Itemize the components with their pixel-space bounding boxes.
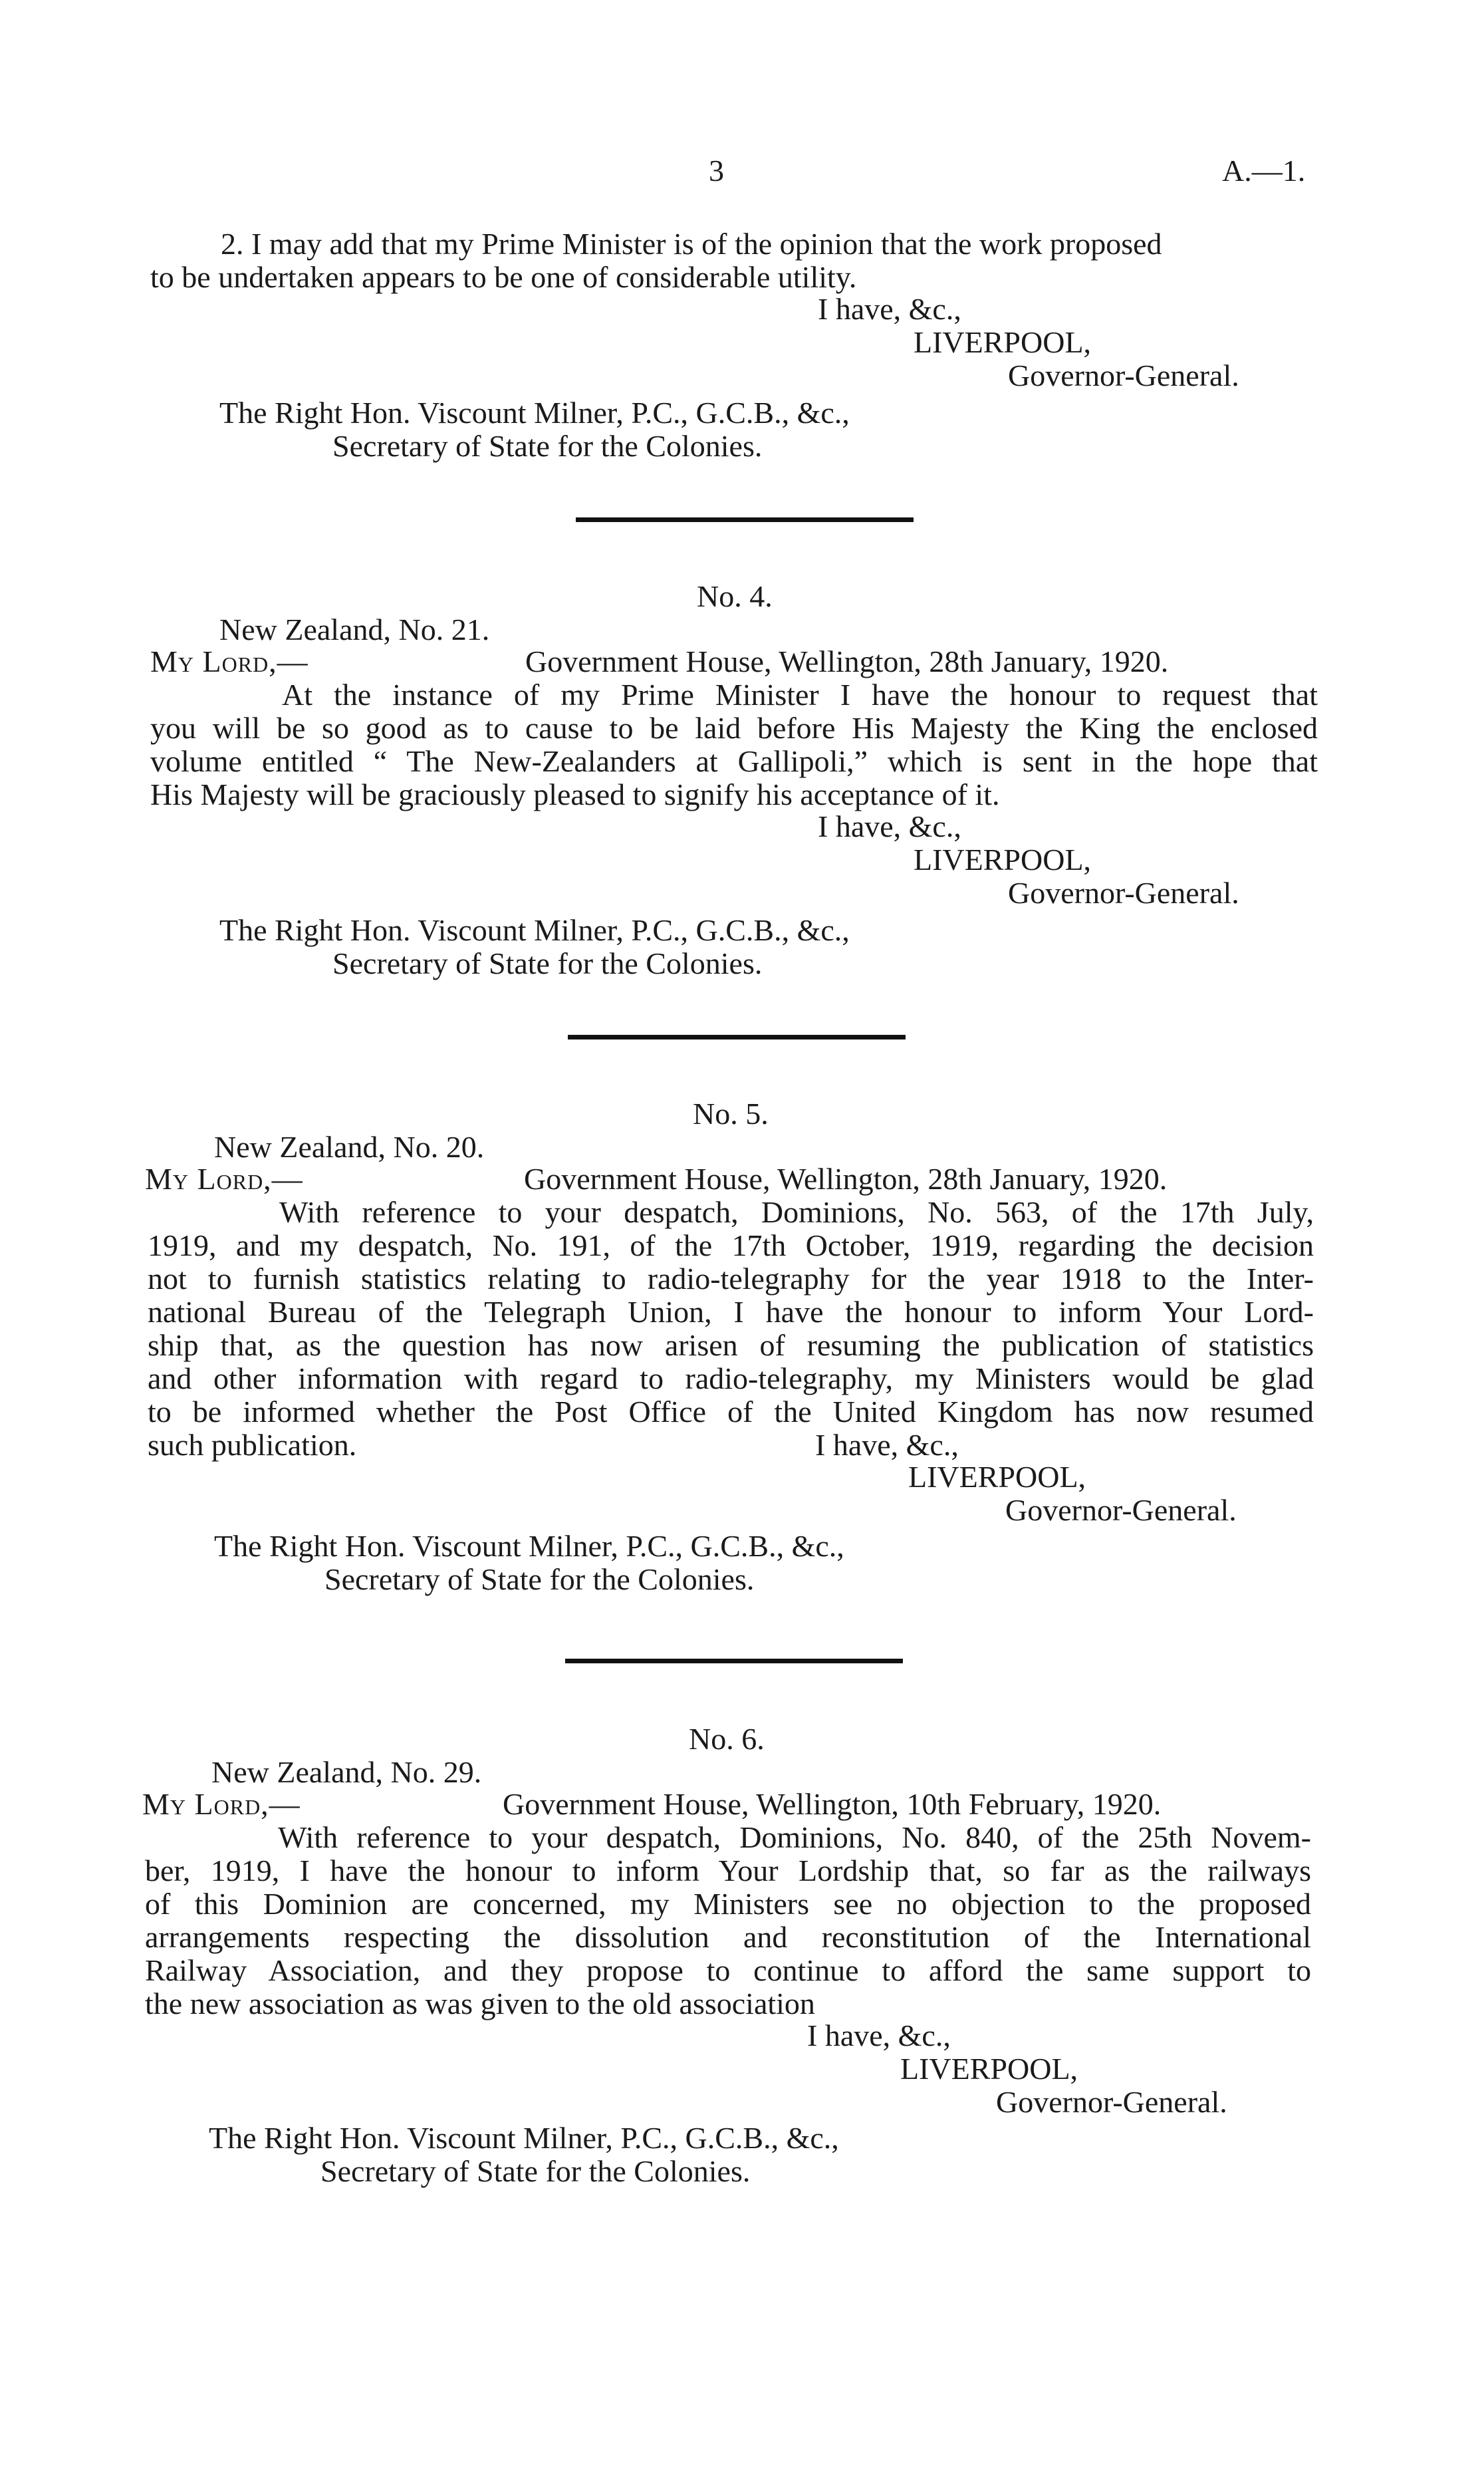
despatch-reference: New Zealand, No. 20. [214,1130,485,1164]
paragraph-line: With reference to your despatch, Dominions, No. 840, of the 25th Novem- [278,1820,1311,1854]
salutation: My Lord,— [145,1162,303,1196]
paragraph-line: not to furnish statistics relating to radio-telegraphy for the year 1918 to the Inter- [148,1262,1314,1296]
addressee-name: The Right Hon. Viscount Milner, P.C., G.C.B., &c., [214,1529,844,1563]
signatory-title: Governor-General. [1005,1493,1237,1527]
paragraph-line: and other information with regard to radio-telegraphy, my Ministers would be glad [148,1361,1314,1395]
salutation: My Lord,— [150,644,309,678]
despatch-heading: No. 6. [689,1722,765,1756]
sign-off: I have, &c., [815,1428,959,1462]
salutation: My Lord,— [142,1787,301,1821]
paragraph-line: ber, 1919, I have the honour to inform Your Lordship that, so far as the railways [145,1854,1311,1887]
paragraph-line: such publication. [148,1428,357,1462]
signatory: LIVERPOOL, [908,1460,1086,1494]
paragraph-line: of this Dominion are concerned, my Ministers see no objection to the proposed [145,1887,1311,1921]
paragraph-line: With reference to your despatch, Dominions, No. 563, of the 17th July, [279,1195,1314,1229]
paragraph-line: ship that, as the question has now arisen of resuming the publication of statistics [148,1328,1314,1362]
signatory: LIVERPOOL, [900,2052,1078,2086]
paragraph-line: His Majesty will be graciously pleased to signify his acceptance of it. [150,777,1000,811]
origin-line: Government House, Wellington, 10th February, 1920. [503,1787,1162,1821]
origin-line: Government House, Wellington, 28th January, 1920. [524,1162,1168,1196]
despatch-heading: No. 4. [697,579,773,613]
section-divider [576,517,914,522]
paragraph-line: to be undertaken appears to be one of considerable utility. [150,260,857,294]
despatch-reference: New Zealand, No. 21. [219,613,490,646]
signatory-title: Governor-General. [996,2085,1227,2119]
signatory: LIVERPOOL, [914,843,1092,877]
paragraph-line: national Bureau of the Telegraph Union, I have the honour to inform Your Lord- [148,1295,1314,1329]
addressee-office: Secretary of State for the Colonies. [324,1562,755,1596]
paragraph-line: volume entitled “ The New-Zealanders at Gallipoli,” which is sent in the hope that [150,744,1318,778]
section-divider [565,1659,903,1663]
origin-line: Government House, Wellington, 28th January, 1920. [525,644,1169,678]
signatory-title: Governor-General. [1008,876,1239,910]
paragraph-line: to be informed whether the Post Office of the United Kingdom has now resumed [148,1395,1314,1429]
document-reference: A.—1. [1222,154,1306,188]
addressee-office: Secretary of State for the Colonies. [332,946,763,980]
section-divider [568,1035,906,1039]
sign-off: I have, &c., [807,2018,951,2052]
addressee-office: Secretary of State for the Colonies. [332,429,763,463]
paragraph-line: 1919, and my despatch, No. 191, of the 17th October, 1919, regarding the decision [148,1228,1314,1262]
paragraph-line: you will be so good as to cause to be laid before His Majesty the King the enclosed [150,711,1318,745]
addressee-name: The Right Hon. Viscount Milner, P.C., G.C.B., &c., [219,913,850,947]
sign-off: I have, &c., [818,292,961,326]
paragraph-line: 2. I may add that my Prime Minister is of the opinion that the work proposed [221,227,1162,261]
despatch-heading: No. 5. [693,1097,769,1131]
addressee-office: Secretary of State for the Colonies. [320,2154,751,2188]
paragraph-line: the new association as was given to the old association [145,1987,815,2020]
addressee-name: The Right Hon. Viscount Milner, P.C., G.C.B., &c., [209,2121,839,2155]
paragraph-line: Railway Association, and they propose to continue to afford the same support to [145,1953,1311,1987]
paragraph-line: arrangements respecting the dissolution and reconstitution of the International [145,1920,1311,1954]
sign-off: I have, &c., [818,809,961,843]
paragraph-line: At the instance of my Prime Minister I have the honour to request that [282,678,1318,712]
page-number: 3 [709,154,724,188]
addressee-name: The Right Hon. Viscount Milner, P.C., G.C.B., &c., [219,396,850,430]
signatory-title: Governor-General. [1008,358,1239,392]
despatch-reference: New Zealand, No. 29. [211,1755,482,1789]
signatory: LIVERPOOL, [914,325,1092,359]
